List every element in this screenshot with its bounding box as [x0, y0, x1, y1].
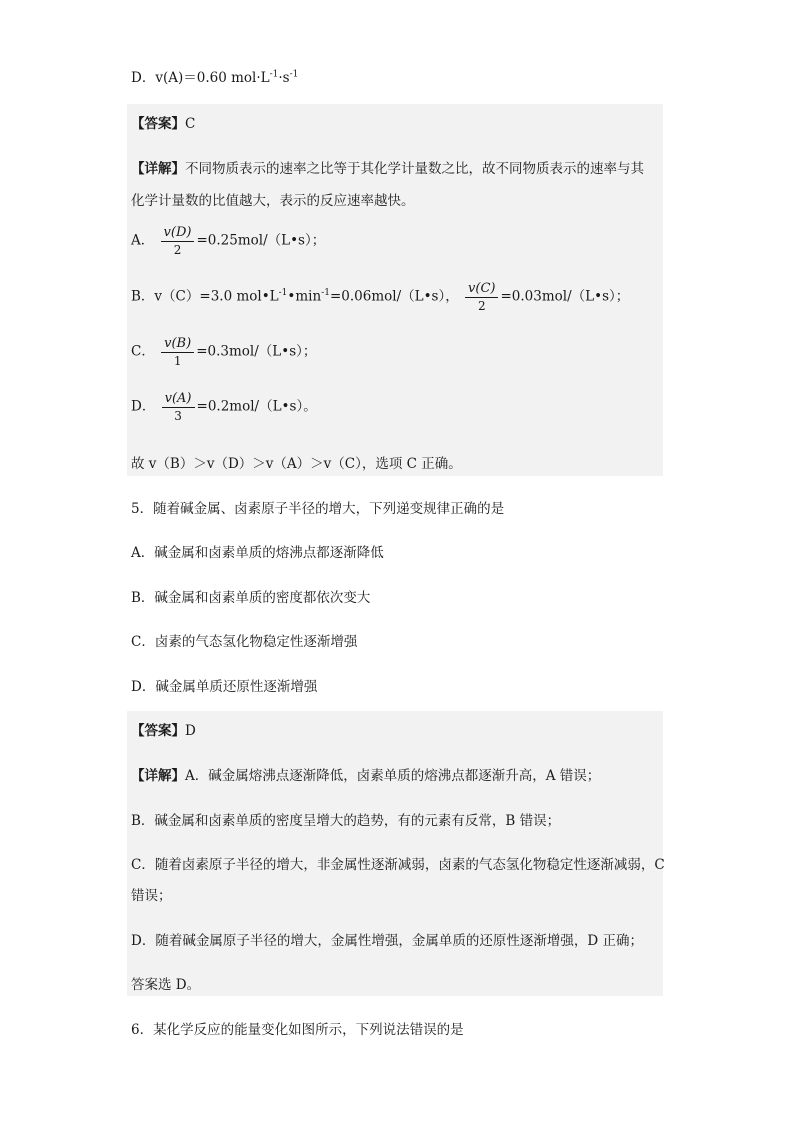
q4-detail-b: B．v（C）=3.0 $mol•L^{-1}•\min^{-1}=0.06mol/(L•s)$， $\frac{v(C)}{2}$ =0.03mol/（L•s）； — [131, 281, 630, 313]
q5-option-d: D．碱金属单质还原性逐渐增强 — [131, 679, 318, 695]
q5-detail-d: D．随着碱金属原子半径的增大，金属性增强，金属单质的还原性逐渐增强，D 正确； — [131, 933, 643, 949]
q5-final: 答案选 D。 — [131, 977, 201, 993]
q4-option-d: D．v(A)＝0.60 $mol\cdot L^{-1}\cdot s^{-1}$ — [131, 69, 299, 86]
q5-option-b: B．碱金属和卤素单质的密度都依次变大 — [131, 590, 371, 606]
q4-detail-line1: 【详解】不同物质表示的速率之比等于其化学计量数之比，故不同物质表示的速率与其 — [131, 161, 644, 177]
q4-detail-c: C． $\frac{v(B)}{1}$ =0.3mol/（L•s）； — [131, 336, 317, 368]
q4-detail-a: A． $\frac{v(D)}{2}$ =0.25mol/（L•s）； — [131, 225, 326, 257]
q6-stem: 6．某化学反应的能量变化如图所示，下列说法错误的是 — [131, 1022, 464, 1038]
fraction: $\frac{v(C)}{2}$ — [465, 282, 498, 312]
q5-detail-a: 【详解】A．碱金属熔沸点逐渐降低，卤素单质的熔沸点都逐渐升高，A 错误； — [131, 768, 601, 784]
q4-answer: 【答案】C — [131, 116, 196, 132]
fraction: $\frac{v(D)}{2}$ — [161, 226, 195, 256]
q5-option-a: A．碱金属和卤素单质的熔沸点都逐渐降低 — [131, 545, 384, 561]
q4-detail-line2: 化学计量数的比值越大，表示的反应速率越快。 — [131, 193, 415, 209]
fraction: $\frac{v(A)}{3}$ — [162, 392, 195, 422]
q5-option-c: C．卤素的气态氢化物稳定性逐渐增强 — [131, 634, 358, 650]
q5-stem: 5．随着碱金属、卤素原子半径的增大，下列递变规律正确的是 — [131, 501, 505, 517]
q5-detail-c1: C．随着卤素原子半径的增大，非金属性逐渐减弱，卤素的气态氢化物稳定性逐渐减弱，C — [131, 857, 665, 873]
q4-conclusion: 故 v（B）＞v（D）＞v（A）＞v（C），选项 C 正确。 — [131, 456, 462, 472]
q5-detail-b: B．碱金属和卤素单质的密度呈增大的趋势，有的元素有反常，B 错误； — [131, 813, 561, 829]
q4-detail-d: D． $\frac{v(A)}{3}$ =0.2mol/（L•s）。 — [131, 391, 317, 423]
q5-answer: 【答案】D — [131, 723, 196, 739]
fraction: $\frac{v(B)}{1}$ — [161, 337, 194, 367]
q5-detail-c2: 错误； — [131, 888, 172, 904]
